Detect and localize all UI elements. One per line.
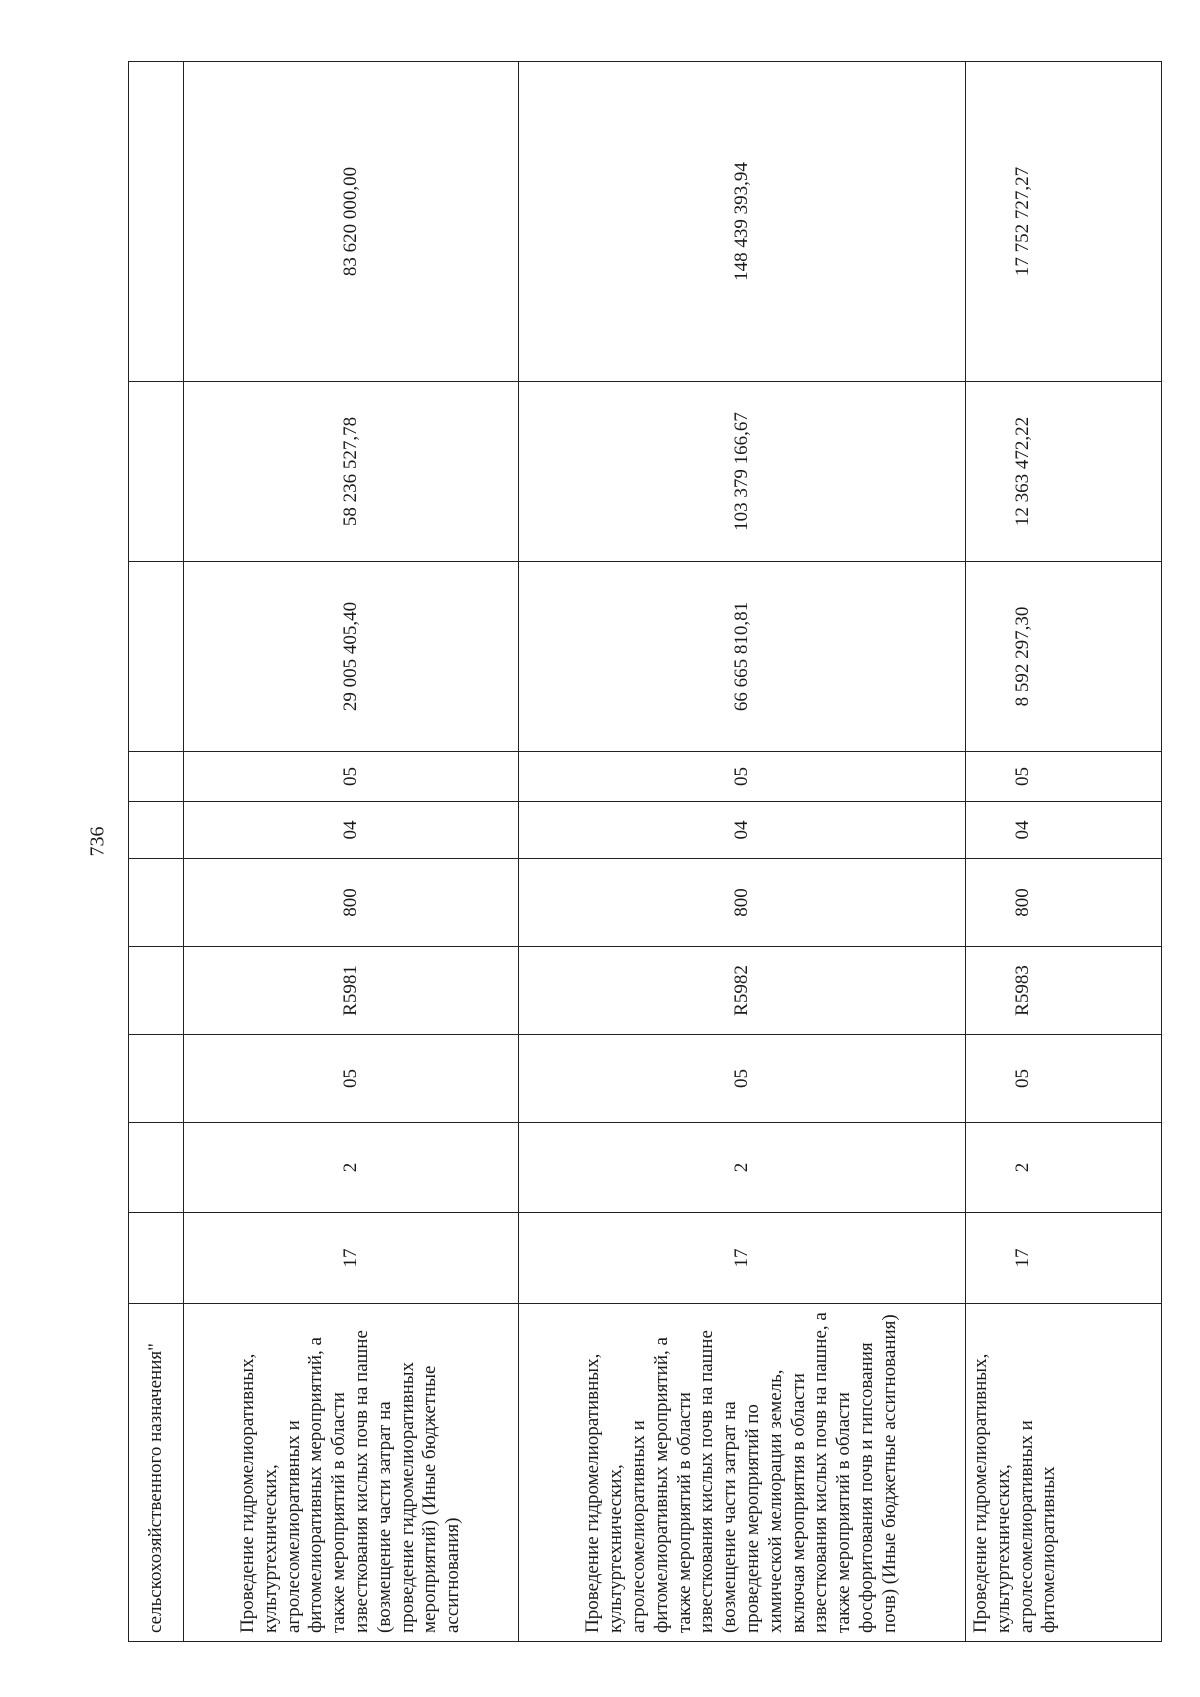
- row-code-activity: 05: [184, 1035, 519, 1123]
- row-code-program: 17: [184, 1213, 519, 1304]
- table-row: [129, 62, 184, 1642]
- row-code-program: 17: [966, 1213, 1162, 1304]
- row-name: сельскохозяйственного назначения": [129, 1304, 184, 1642]
- row-amount-2: 12 363 472,22: [966, 382, 1162, 562]
- row-code-subprogram: 2: [519, 1123, 966, 1213]
- row-code-activity: 05: [519, 1035, 966, 1123]
- row-code-expense-type: 800: [966, 859, 1162, 947]
- row-code-expense-type: 800: [184, 859, 519, 947]
- row-code-section: 04: [519, 802, 966, 859]
- row-name: Проведение гидромелиоративных, культуртехнических, агролесомелиоративных и фитомелиоративных мероприятий, а также мероприятий в области известкования кислых почв на пашне (возмещение части затрат на проведение мероприятий по химической мелиорации земель, включая мероприятия в области известкования кислых почв на пашне, а также мероприятий в области фосфоритования почв и гипсования почв) (Иные бюджетные ассигнования): [519, 1304, 966, 1642]
- row-code-direction: R5983: [966, 947, 1162, 1035]
- row-code-direction: R5982: [519, 947, 966, 1035]
- row-code-section: 04: [966, 802, 1162, 859]
- row-amount-2: 58 236 527,78: [184, 382, 519, 562]
- row-amount-3: 83 620 000,00: [184, 62, 519, 382]
- row-code-subprogram: 2: [966, 1123, 1162, 1213]
- row-code-direction: [129, 947, 184, 1035]
- row-code-subprogram: 2: [184, 1123, 519, 1213]
- row-code-expense-type: 800: [519, 859, 966, 947]
- row-amount-3: [129, 62, 184, 382]
- row-code-expense-type: [129, 859, 184, 947]
- row-amount-1: 66 665 810,81: [519, 562, 966, 752]
- budget-table: [128, 61, 1162, 1642]
- row-code-activity: 05: [966, 1035, 1162, 1123]
- row-code-subsection: 05: [519, 752, 966, 802]
- row-amount-1: 29 005 405,40: [184, 562, 519, 752]
- row-name: Проведение гидромелиоративных, культуртехнических, агролесомелиоративных и фитомелиоративных: [966, 1304, 1162, 1642]
- row-code-program: [129, 1213, 184, 1304]
- table-frame: [128, 62, 1083, 1642]
- row-amount-3: 17 752 727,27: [966, 62, 1162, 382]
- row-code-subsection: 05: [184, 752, 519, 802]
- row-amount-2: [129, 382, 184, 562]
- row-amount-1: [129, 562, 184, 752]
- table-row: [184, 62, 519, 1642]
- row-code-section: [129, 802, 184, 859]
- row-code-subsection: 05: [966, 752, 1162, 802]
- row-amount-2: 103 379 166,67: [519, 382, 966, 562]
- row-amount-1: 8 592 297,30: [966, 562, 1162, 752]
- row-code-subsection: [129, 752, 184, 802]
- page-number: 736: [86, 826, 109, 857]
- row-amount-3: 148 439 393,94: [519, 62, 966, 382]
- row-code-subprogram: [129, 1123, 184, 1213]
- row-code-activity: [129, 1035, 184, 1123]
- table-row: [966, 62, 1162, 1642]
- table-row: [519, 62, 966, 1642]
- row-code-program: 17: [519, 1213, 966, 1304]
- row-name: Проведение гидромелиоративных, культуртехнических, агролесомелиоративных и фитомелиоративных мероприятий, а также мероприятий в области известкования кислых почв на пашне (возмещение части затрат на проведение гидромелиоративных мероприятий) (Иные бюджетные ассигнования): [184, 1304, 519, 1642]
- row-code-direction: R5981: [184, 947, 519, 1035]
- row-code-section: 04: [184, 802, 519, 859]
